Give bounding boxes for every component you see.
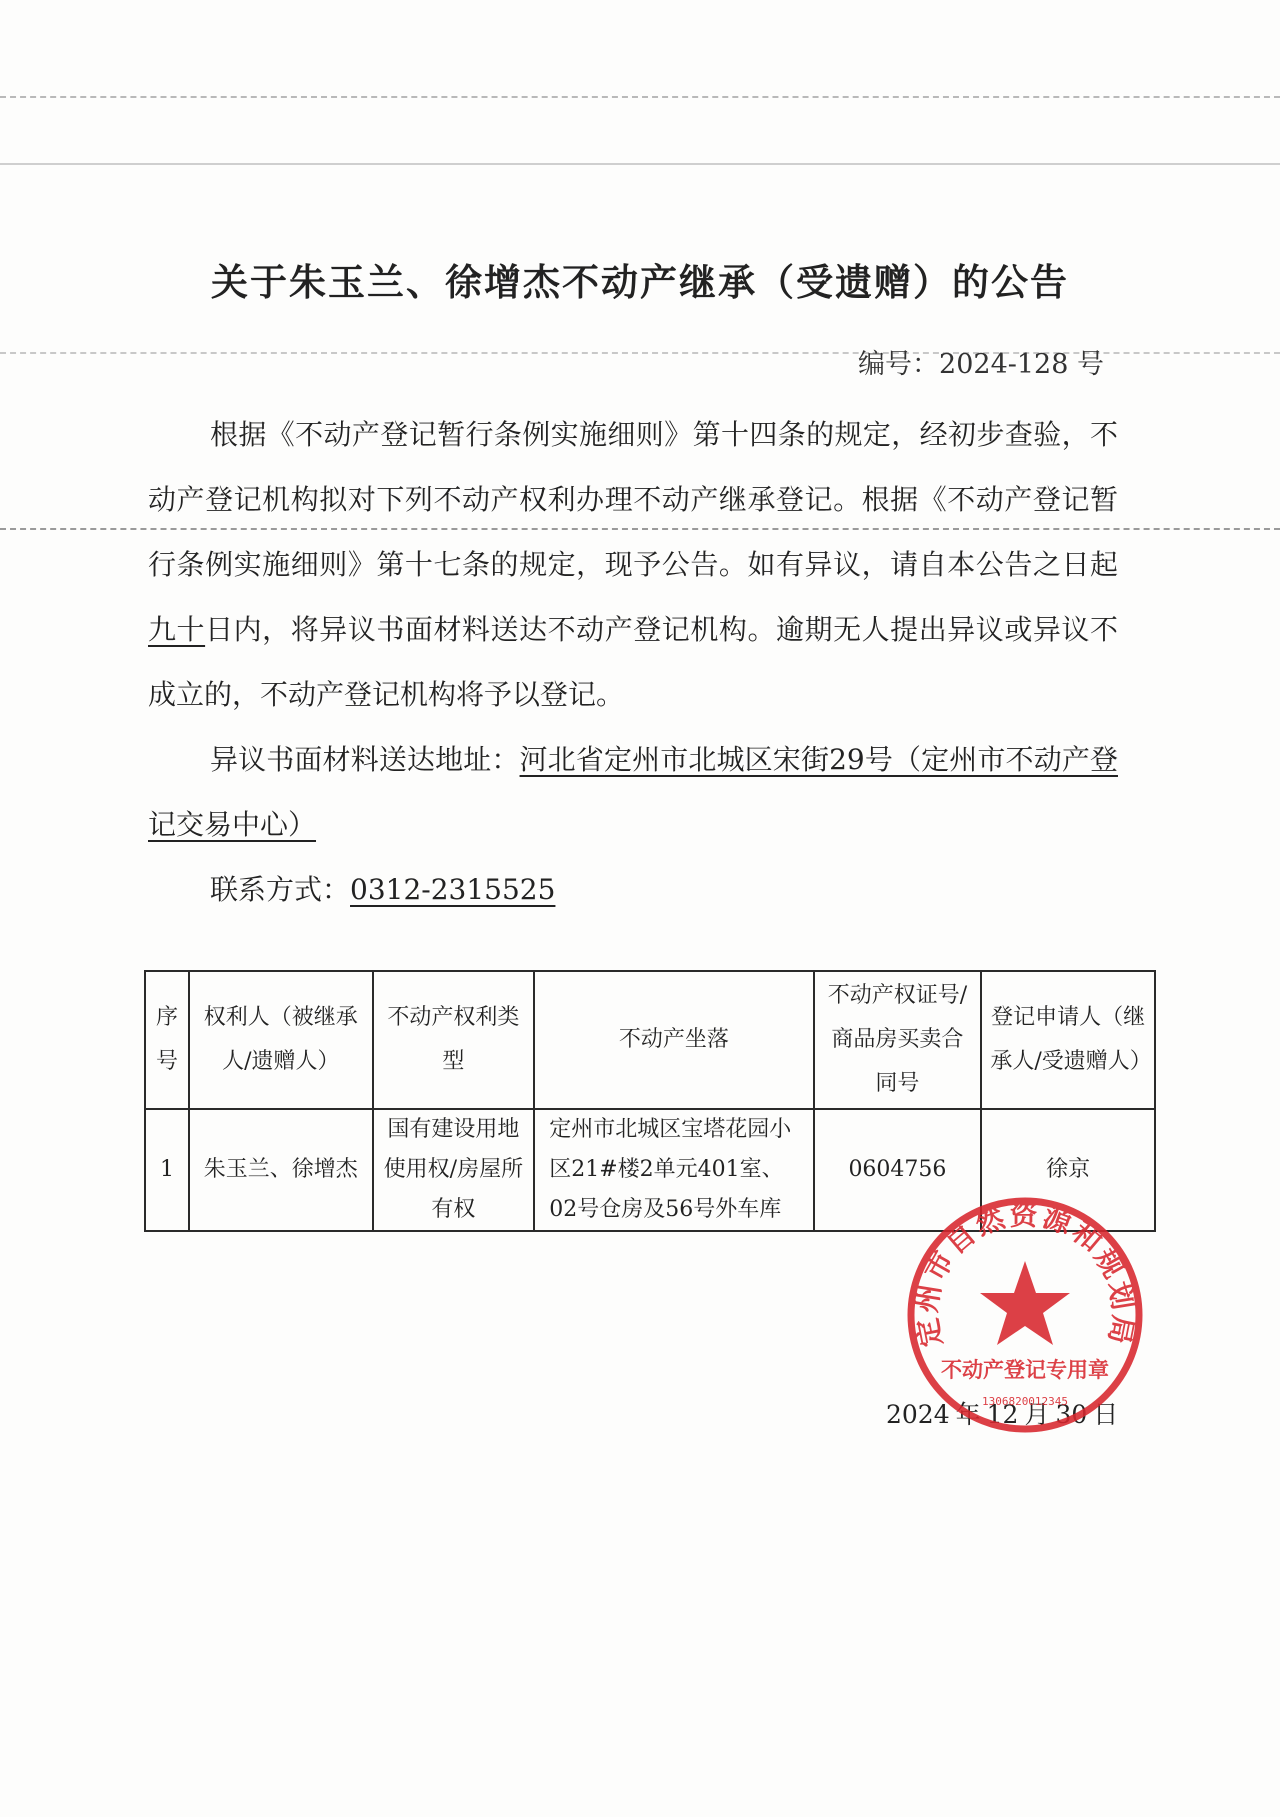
paragraph-text: 日内，将异议书面材料送达不动产登记机构。逾期无人提出异议或异议不成立的，不动产登记机构将予以登记。 bbox=[148, 613, 1118, 711]
header-certificate-number: 不动产权证号/商品房买卖合同号 bbox=[814, 971, 982, 1109]
header-serial: 序号 bbox=[145, 971, 189, 1109]
seal-code: 1306820012345 bbox=[981, 1395, 1069, 1408]
seal-outer-text: 定州市自然资源和规划局 bbox=[909, 1198, 1141, 1350]
official-seal bbox=[905, 1195, 1145, 1435]
contact-paragraph bbox=[148, 857, 1118, 922]
address-label: 异议书面材料送达地址： bbox=[210, 743, 520, 776]
paragraph-text: 根据《不动产登记暂行条例实施细则》第十四条的规定，经初步查验，不动产登记机构拟对下列不动产权利办理不动产继承登记。根据《不动产登记暂行条例实施细则》第十七条的规定，现予公告。如有异议，请自本公告之日起 bbox=[148, 418, 1118, 581]
contact-value: 0312-2315525 bbox=[350, 873, 556, 906]
document-number-value: 2024-128 bbox=[939, 349, 1069, 380]
document-number-label: 编号： bbox=[858, 349, 940, 380]
cell-right-type: 国有建设用地使用权/房屋所有权 bbox=[373, 1109, 535, 1231]
announcement-paragraph bbox=[148, 402, 1118, 727]
announcement-body bbox=[148, 402, 1118, 922]
header-applicant: 登记申请人（继承人/受遗赠人） bbox=[981, 971, 1155, 1109]
star-icon bbox=[980, 1261, 1070, 1345]
cell-serial: 1 bbox=[145, 1109, 189, 1231]
page-title: 关于朱玉兰、徐增杰不动产继承（受遗赠）的公告 bbox=[211, 261, 1069, 304]
date-day-unit: 日 bbox=[1093, 1400, 1119, 1429]
date-month: 12 bbox=[986, 1400, 1019, 1429]
document-number bbox=[858, 342, 1104, 381]
cell-rights-holder: 朱玉兰、徐增杰 bbox=[189, 1109, 373, 1231]
header-right-type: 不动产权利类型 bbox=[373, 971, 535, 1109]
address-paragraph bbox=[148, 727, 1118, 857]
document-number-suffix: 号 bbox=[1077, 349, 1104, 380]
date-month-unit: 月 bbox=[1024, 1400, 1050, 1429]
table-header-row bbox=[145, 971, 1155, 1109]
date-day: 30 bbox=[1055, 1400, 1088, 1429]
registration-table bbox=[144, 970, 1156, 1232]
scan-artifact-line bbox=[0, 96, 1280, 98]
header-rights-holder: 权利人（被继承人/遗赠人） bbox=[189, 971, 373, 1109]
date-year-unit: 年 bbox=[955, 1400, 981, 1429]
cell-location: 定州市北城区宝塔花园小区21#楼2单元401室、02号仓房及56号外车库 bbox=[534, 1109, 813, 1231]
address-value: 河北省定州市北城区宋街29号（定州市不动产登记交易中心） bbox=[148, 743, 1118, 841]
date-year: 2024 bbox=[886, 1400, 950, 1429]
objection-days: 九十 bbox=[148, 613, 206, 646]
contact-label: 联系方式： bbox=[210, 873, 351, 906]
scan-artifact-line bbox=[0, 163, 1280, 165]
seal-inner-text: 不动产登记专用章 bbox=[941, 1358, 1109, 1382]
cell-certificate-number: 0604756 bbox=[814, 1109, 982, 1231]
cell-applicant: 徐京 bbox=[981, 1109, 1155, 1231]
header-location: 不动产坐落 bbox=[534, 971, 813, 1109]
